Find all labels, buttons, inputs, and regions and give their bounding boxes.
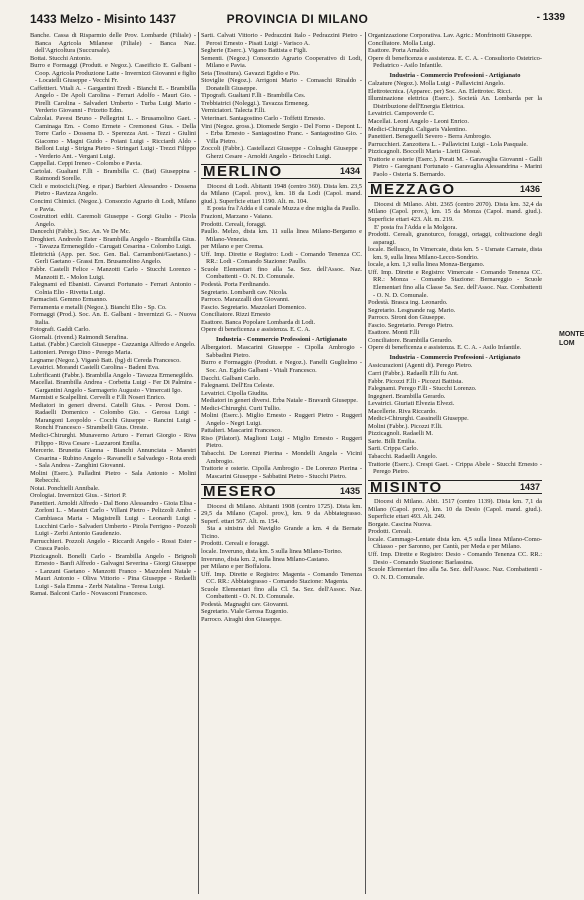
entry: Fabbr. Castelli Felice - Manzotti Carlo - Stucchi Lorenzo - Manzotti E. - Molon Luigi. (30, 265, 196, 281)
entry: Fascio. Segretario. Perego Pietro. (368, 321, 454, 329)
entry: Uff. Imp. Dirette e Registro: Magenta - Comando Tenenza CC. RR.: Abbiategrasso - Comando Stazione: Magenta. (201, 570, 362, 586)
entry: Esattore. Banca Popolare Lombarda di Lodi. (201, 318, 316, 326)
section-heading-misinto (368, 480, 542, 495)
entry: Parroco. Sironi don Giuseppe. (368, 314, 446, 322)
entry: Legname (Negoz.). Viganò Batt. (bg) di Cereda Francesco. (30, 356, 181, 364)
entry: Levatrici. Morandi Castelli Carolina - Badeni Eva. (30, 364, 160, 372)
entry: Uff. Imp. Dirette e Registro: Vimercate - Comando Tenenza CC. RR.: Monza - Comando Stazione: Bernareggio - Scuole Elementari fino alla Classe 5a. Sez. dell'Assoc. Naz. Combattenti - O. N. D. Comunale. (368, 268, 542, 299)
entry: Mercerie. Brunetta Gianna - Bianchi Annunciata - Maestri Cesarina - Rubino Angelo - Ravanelli e Salvadego - Rota eredi - Sala Andrea - Zanghini Giovanni. (30, 447, 196, 470)
column-rule (365, 32, 366, 894)
entry: Falegnami ed Ebanisti. Cavanzi Fortunato - Ferrari Antonio - Colnia Elio - Rivetta Luigi. (30, 281, 196, 296)
entry: Mediatori in generi diversi. Erba Natale - Bravardi Giuseppe. (201, 397, 358, 405)
entry: Pizzicagnoli. Radaelli M. (368, 430, 433, 438)
entry: E posta fra l'Adda e il canale Muzza e dne miglia da Paullo. (207, 205, 360, 213)
entry: Assicurazioni (Agenti di). Perego Pietro. (368, 362, 473, 370)
entry: Stoviglie (Negoz.). Arrigoni Mario - Comaschi Rinaldo - Donatelli Giuseppe. (201, 77, 362, 92)
entry: Cappellai. Ceppi Ireneo - Colombo e Pavia. (30, 160, 142, 168)
entry: Marmisti e Scalpellini. Cervelli e F.lli Noseri Enrico. (30, 394, 166, 402)
section-subtitle: Industria - Commercio Professioni - Artigianato (216, 335, 347, 343)
entry: Dancechi (Fabbr.). Soc. An. Ve De Mc. (30, 228, 131, 236)
entry: Droghieri. Andreolo Ester - Brambilla Angelo - Brambilla Gius. - Tavazza Ermenegildo - Carugati Cesarina - Colombo Luigi. (30, 235, 196, 251)
entry: Parroco. Marazzalli don Giovanni. (201, 296, 290, 304)
entry: Diocesi di Milano. Abit. 2365 (centro 2070). Dista km. 32,4 da Milano (Capol. prov.), km. 15 da Monza (Capol. mand. giud.). Superficie ettari 423. Alt. m. 219. (368, 200, 542, 224)
entry: Conciliatore. Brambilla Gerardo. (368, 336, 453, 344)
town-name: MERLINO (203, 163, 283, 181)
entry: Costruttori edili. Caremoli Giuseppe - Gorgi Giulio - Picola Angelo. (30, 213, 196, 228)
section-subtitle: Industria - Commercio Professioni - Artigianato (389, 71, 521, 79)
entry: Levatrici. Cipolla Giudita. (201, 389, 269, 397)
column-2 (201, 32, 362, 623)
entry: Panettieri. Arnoldi Alfredo - Dal Bono Alessandro - Gioia Elisa - Zorloni L. - Maestri Carlo - Villani Pietro - Pelizzoli Ambr. - Cambiasca Maria - Magistrelli Luigi - Leonardi Luigi - Lucchini Carlo - Salvaderi Umberto - Pirola Ferrigno - Pozzoli Luigi - Zerbi Antonio Gaudenzio. (30, 499, 196, 538)
town-name: MEZZAGO (370, 181, 456, 199)
entry: Prodotti. Cereali. (368, 528, 412, 536)
entry: Macellai. Leoni Angelo - Leoni Enrico. (368, 118, 469, 126)
entry: Podestà. Magnaghi cav. Giovanni. (201, 600, 289, 608)
entry: Pizzicagnoli. Boccelli Maria - Lietti Giosuè. (368, 148, 482, 156)
entry: Levatrici. Giuriati Elvezia Elvezi. (368, 400, 455, 408)
column-1 (30, 32, 196, 598)
entry: Falegnami. Dell'Era Celeste. (201, 382, 275, 390)
entry: Bottai. Stucchi Antonio. (30, 54, 92, 62)
entry: Sta a sinistra del Naviglio Grande a km. 4 da Bernate Ticino. (201, 525, 362, 540)
entry: Uff. Imp. Dirette e Registro: Lodi - Comando Tenenza CC. RR.: Lodi - Comando Stazione: Paullo. (201, 250, 362, 266)
section-heading-merlino (201, 164, 362, 179)
entry: Fabbr. Picozzi F.lli - Picozzi Battista. (368, 377, 463, 385)
entry: Lattonieri. Perego Dino - Perego Maria. (30, 348, 133, 356)
entry: Segretario. Lesgnande rag. Mario. (368, 306, 456, 314)
entry: Parroco. Airaghi don Giuseppe. (201, 615, 282, 623)
entry: Diocesi di Milano. Abitanti 1908 (centro 1725). Dista km. 29,5 da Milano (Capol. prov.), km. 9 da Abbiategrasso. Superf. ettari 567. Alt. m. 154. (201, 502, 362, 525)
entry: Parrucchieri. Zanzottera L. - Pallavicini Luigi - Lola Pasquale. (368, 140, 528, 148)
entry: locale, a km. 1,3 sulla linea Monza-Bergamo. (368, 261, 485, 269)
entry: Uff. Imp. Dirette e Registro: Desio - Comando Tenenza CC. RR.: Desio - Comando Stazione: Barlassina. (368, 551, 542, 566)
entry: Banche. Cassa di Risparmio delle Prov. Lombarde (Filiale) - Banca Agricola Milanese (Filiale) - Banca Naz. dell'Agricoltura (Succursale). (30, 32, 196, 55)
town-number: 1437 (519, 481, 540, 492)
entry: Ramai. Balconi Carlo - Novasconi Francesco. (30, 590, 148, 598)
entry: Riso (Pilatori). Maglioni Luigi - Miglio Ernesto - Ruggeri Pietro. (201, 434, 362, 450)
entry: Ingegneri. Brambilla Gerardo. (368, 392, 446, 400)
header-right: - 1339 (536, 12, 565, 23)
entry: Caffettieri. Vitali A. - Gargantini Eredi - Bianchi E. - Brambilla Angelo - De Apoli Carolina - Ferrari Adolfo - Mauri Gio. - Pirelli Carolina - Salvaderi Umberto - Turba Luigi Mario - Verderio Giovanni - Frizetto Edm. (30, 84, 196, 115)
entry: Fascio. Segretario. Mazzolari Domenico. (201, 303, 307, 311)
entry: Paullo. Melzo, dista km. 11 sulla linea Milano-Bergamo e Milano-Venezia. (201, 228, 362, 243)
entry: Tabacchi. Radaelli Angelo. (368, 452, 438, 460)
entry: locale. Inveruno, dista km. 5 sulla linea Milano-Torino. (201, 548, 343, 555)
column-3 (368, 32, 542, 581)
entry: Scuole Elementari fino alla 5a. Sez. dell'Assoc. Naz. Combattenti - O. N. D. Comunale. (201, 265, 362, 281)
entry: Trattorie e osterie. Cipolla Ambrogio - De Lorenzo Pierina - Mascarini Giuseppe - Sabbatini Pietro - Stucchi Pietro. (201, 465, 362, 480)
section-subtitle: Industria - Commercio Professioni - Artigianato (389, 353, 521, 361)
entry: Panettieri. Beneguelli Severo - Berra Ambrogio. (368, 133, 492, 141)
town-name: MESERO (203, 483, 278, 501)
entry: Verniciatori. Talecta F.lli. (201, 107, 266, 115)
entry: Inveruno, dista km. 2, sulla linea Milano-Castano. (201, 555, 330, 563)
entry: Zoccoli (Fabbr.). Castellazzi Giuseppe - Colnaghi Giuseppe - Gherzi Cesare - Arnoldi Angelo - Brioschi Luigi. (201, 145, 362, 160)
header-left: 1433 Melzo - Misinto 1437 (30, 12, 177, 26)
entry: Scuole Elementari fino alla 5a. Sez. dell'Assoc. Naz. Combattenti - O. N. D. Comunale. (368, 566, 542, 581)
town-number: 1435 (339, 486, 360, 497)
entry: Lattai. (Fabbr.) Carcioli Giuseppe - Cazzaniga Alfredo e Angelo. (30, 341, 196, 349)
entry: Macellai. Brambilla Andrea - Corbetta Luigi - Fer Di Palmira - Gargantini Angelo - Sarmagerio Augusto - Vimercati Igo. (30, 379, 196, 394)
entry: Formaggi (Prod.). Soc. An. E. Galbani - Invernizzi G. - Nuova Italia. (30, 311, 196, 326)
entry: Pattalteri. Mascarini Francesco. (201, 427, 282, 435)
entry: Molini (Fabbr.). Picozzi F.lli. (368, 422, 443, 430)
town-number: 1434 (339, 166, 360, 177)
entry: E' posta fra l'Adda e la Molgora. (374, 223, 458, 231)
entry: Medici-Chirurghi. Munaverno Arturo - Ferrari Giorgio - Riva Filippo - Riva Cesare - Lazzaroni Emilia. (30, 431, 196, 447)
header-center: PROVINCIA DI MILANO (226, 12, 369, 26)
entry: per Milano e per Crema. (201, 243, 264, 251)
entry: Molini (Eserc.). Palladini Pietro - Sala Antonio - Molini Rebecchi. (30, 469, 196, 485)
entry: Parrucchieri. Pozzoli Angelo - Riccardi Angelo - Rossi Ester - Crasca Paolo. (30, 537, 196, 553)
entry: Opere di beneficenza e assistenza. E. C. A. (201, 326, 311, 334)
entry: Orologiai. Invernizzi Gius. - Sirtori P. (30, 492, 127, 500)
entry: Giornali. (rivend.) Raimondi Serafina. (30, 333, 128, 341)
entry: Notai. Ponchielli Annibale. (30, 484, 100, 492)
entry: Calzature (Negoz.). Molla Luigi - Pallavicini Angelo. (368, 80, 505, 88)
entry: Esattore. Monti F.lli (368, 329, 420, 337)
entry: Borgate. Cascina Nuova. (368, 520, 432, 528)
entry: Esattore. Porta Arnaldo. (368, 47, 430, 55)
entry: Trattorie (Eserc.). Crespi Gaet. - Crippa Abele - Stucchi Ernesto - Perego Pietro. (368, 460, 542, 476)
entry: Falegnami. Perego F.lli - Stucchi Lorenzo. (368, 385, 477, 393)
entry: Macellerie. Riva Riccardo. (368, 407, 437, 415)
page-header (30, 12, 565, 28)
entry: Medici-Chirurghi. Curti Tullio. (201, 404, 281, 412)
entry: Podestà. Brasca ing. Leonardo. (368, 299, 448, 307)
entry: Vini (Negoz. gross.). Diomede Sergio - Del Forno - Depont L. - Erba Ernesto - Santagostino Franc. - Santagostino Gio. - Villa Pietro. (201, 122, 362, 145)
entry: Medici-Chirurghi. Cassinelli Giuseppe. (368, 415, 469, 423)
entry: Albergatori. Mascarini Giuseppe - Cipolla Ambrogio - Sabbadini Pietro. (201, 344, 362, 359)
entry: Illuminazione elettrica (Eserc.). Società An. Lombarda per la Distribuzione dell'Energia Elettrica. (368, 95, 542, 110)
entry: Concimi Chimici. (Negoz.). Consorzio Agrario di Lodi, Milano e Pavia. (30, 198, 196, 213)
entry: Scuole Elementari fino alla Cl. 5a. Sez. dell'Assoc. Naz. Combattenti - O. N. D. Comunale. (201, 585, 362, 601)
entry: Sementi. (Negoz.) Consorzio Agrario Cooperativo di Lodi, Milano e Pavia. (201, 54, 362, 70)
entry: Carri (Fabbr.). Radaelli F.lli fu Ant. (368, 369, 459, 377)
entry: Molini (Eserc.). Miglio Ernesto - Ruggeri Pietro - Ruggeri Angelo - Negri Luigi. (201, 412, 362, 427)
entry: Opere di beneficenza e assistenza. E. C. A. - Consultorio Ostetrico-Pediatrico - Asilo Infantile. (368, 54, 542, 70)
entry: Prodotti. Cereali, foraggi. (201, 220, 267, 228)
entry: Trebbiatrici (Noleggi.). Tavazza Ermeneg. (201, 99, 310, 107)
entry: Organizzazione Corporativa. Lav. Agric.: Monfrinotti Giuseppe. (368, 32, 533, 39)
entry: Sarti. Crippa Carlo. (368, 445, 419, 453)
entry: Conciliatore. Molla Luigi. (368, 39, 436, 47)
entry: Sarte. Billi Emilia. (368, 437, 416, 445)
entry: Segretario. Lombardi cav. Nicola. (201, 288, 288, 296)
entry: Tabacchi. De Lorenzi Pierina - Mondelli Angela - Vicini Ambrogio. (201, 449, 362, 465)
entry: Farmacisti. Gemmo Ermanno. (30, 296, 108, 304)
entry: Pizzicagnoli. Bonelli Carlo - Brambilla Angelo - Brignoli Ernesto - Banfi Alfredo - Galvagni Severina - Giorgi Giuseppe - Lanzani Gaetano - Manzotti Franco - Mazzoleni Natale - Mauri Antonio - Oliva Vittorio - Pina Giuseppe - Redaelli Luigi - Sala Emma - Zerbi Natalina - Teresa Luigi. (30, 552, 196, 590)
entry: Fotografi. Gaddi Carlo. (30, 326, 90, 334)
entry: locale. Cammago-Lentate dista km. 4,5 sulla linea Milano-Como-Chiasso - per Saronno, per Cantù, per Meda e per Milano. (368, 535, 542, 551)
entry: Trattorie e osterie (Eserc.). Porati M. - Garavaglia Giovanni - Galli Pietro - Garegnani Fortunato - Garavaglia Alessandrina - Marini Paolo - Osteria S. Bernardo. (368, 155, 542, 178)
entry: Burro e Formaggi (Produtt. e Negoz.). Caseificio E. Galbani - Coop. Agricola Produzione Latte - Invernizzi Giovanni e figlio - Locatelli Giuseppe - Vecchi Fr. (30, 62, 196, 85)
entry: Tipografi. Gualtani F.lli - Brambilla Ces. (201, 92, 306, 100)
town-name: MISINTO (370, 478, 443, 496)
entry: Podestà. Porta Ferdinando. (201, 280, 270, 288)
entry: per Milano e per Boffalora. (201, 563, 271, 571)
section-heading-mesero (201, 484, 362, 499)
entry: Segherie (Eserc.). Vigano Battista e Figli. (201, 47, 308, 55)
column-rule (198, 32, 199, 894)
entry: Elettrotecnica. (Apparec. per) Soc. An. Elettrotec. Ricci. (368, 87, 513, 95)
entry: Sarti. Calvati Vittorio - Pedrazzini Italo - Pedrazzini Pietro - Perosi Ernesto - Pisati Luigi - Varisco A. (201, 32, 362, 47)
entry: Conciliatore. Rizzi Ernesto (201, 311, 271, 319)
section-heading-mezzago (368, 182, 542, 197)
town-number: 1436 (519, 184, 540, 195)
entry: Prodotti. Cereali, granoturco, foraggi, ortaggi, coltivazione degli asparagi. (368, 231, 542, 246)
entry: Calzolai. Pavesi Bruno - Pellegrini L. - Brusamolino Gaet. - Caminaga Em. - Como Ermete - Cremonesi Gius. - Della Torre Carlo - Dossena D. - Sperezza Ant. - Tezzi - Giulini Giacomo - Magni Guido - Poiani Luigi - Ricciardi Aldo - Belloni Luigi - Strigna Pietro - Stringari Luigi - Trezzi Filippo - Verderio Ant. - Vergani Luigi. (30, 115, 196, 160)
entry: Cartolai. Gualtani F.lli - Brambilla C. (Bat) Giuseppina - Raimondi Sorelle. (30, 167, 196, 183)
margin-advert-fragment: MONTE LOM (559, 331, 584, 347)
entry: Dacchi. Galbani Carlo. (201, 374, 260, 382)
entry: Medici-Chirurghi. Caligaris Valentino. (368, 125, 467, 133)
entry: Elettricità (App. per. Soc. Gen. Bal. Carramboni/Gaetano.) - Gerli Gaetano - Grassi Ern. Brusamolino Angelo. (30, 250, 196, 266)
entry: Segretario. Viale Gerosa Eugenio. (201, 608, 288, 616)
entry: Seta (Tessitura). Gavazzi Egidio e Pio. (201, 69, 300, 77)
entry: Diocesi di Milano. Abit. 1517 (centro 1139). Dista km. 7,1 da Milano (Capol. prov.), km. 10 da Desio (Capol. mand. giud.). Superficie ettari 493. Alt. 249. (368, 498, 542, 521)
entry: Opere di beneficenza e assistenza. E. C. A. - Asilo Infantile. (368, 344, 522, 352)
entry: Ferramenta e metalli (Negoz.). Bianchi Elio - Sp. Co. (30, 303, 167, 311)
entry: Cicli e motocicli.(Neg. e ripar.) Barbieri Alessandro - Dossena Pietro - Ravizza Angelo. (30, 182, 196, 198)
entry: Lubrificanti (Fabbr.). Brambilla Angelo - Tavazza Ermenegildo. (30, 371, 194, 379)
entry: Mediatori in generi diversi. Catelli Gius. - Perosi Dom. - Radaelli Domenico - Colombo Gio. - Gerosa Luigi - Marangoni Leopoldo - Cocchi Giuseppe - Rancini Luigi - Ronchi Francesco - Strambelli Gius. Oreste. (30, 401, 196, 432)
entry: locale. Bellusco, In Vimercate, dista km. 5 - Usmate Carnate, dista km. 9, sulla linea Milano-Lecco-Sondrio. (368, 246, 542, 261)
entry: Levatrici. Campoverde C. (368, 110, 435, 118)
entry: Veterinari. Santagostino Carlo - Toffetti Ernesto. (201, 115, 326, 123)
entry: Prodotti. Cereali e foraggi. (201, 540, 270, 548)
entry: Burro e Formaggio (Produtt. e Negoz.). Fanelli Guglielmo - Soc. An. Egidio Galbani - Vitali Francesco. (201, 359, 362, 374)
entry: Frazioni, Marzano - Vaiano. (201, 213, 273, 221)
entry: Diocesi di Lodi. Abitanti 1948 (centro 360). Dista km. 23,5 da Milano (Capol. prov.), km. 18 da Lodi (Capol. mand. giud.). Superficie ettari 1190. Alt. m. 104. (201, 182, 362, 205)
